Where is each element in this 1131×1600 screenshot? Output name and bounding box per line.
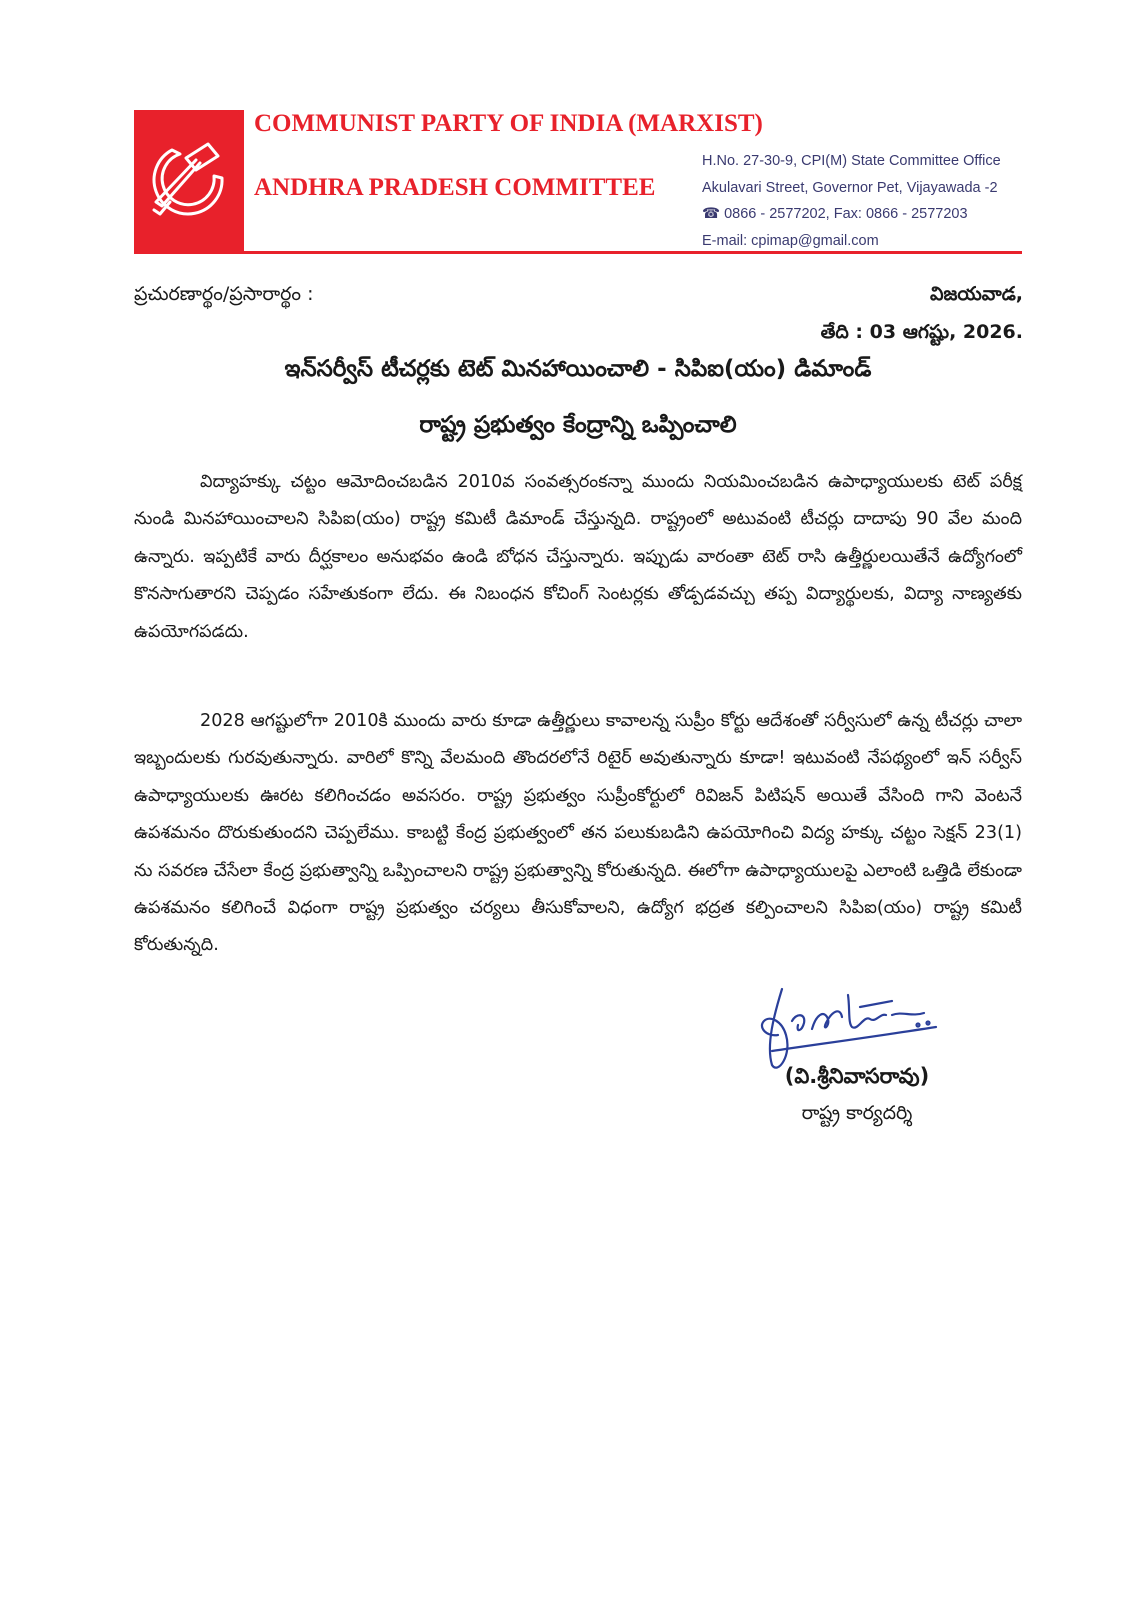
header-divider [134, 251, 1022, 254]
paragraph-text: విద్యాహక్కు చట్టం ఆమోదించబడిన 2010వ సంవత్సరంకన్నా ముందు నియమించబడిన ఉపాధ్యాయులకు టెట్ పరీక్ష నుండి మినహాయించాలని సిపిఐ(యం) రాష్ట్ర కమిటీ డిమాండ్ చేస్తున్నది. రాష్ట్రంలో అటువంటి టీచర్లు దాదాపు 90 వేల మంది ఉన్నారు. ఇప్పటికే వారు దీర్ఘకాలం అనుభవం ఉండి బోధన చేస్తున్నారు. ఇప్పుడు వారంతా టెట్ రాసి ఉత్తీర్ణులయితేనే ఉద్యోగంలో కొనసాగుతారని చెప్పడం సహేతుకంగా లేదు. ఈ నిబంధన కోచింగ్ సెంటర్లకు తోడ్పడవచ్చు తప్ప విద్యార్థులకు, విద్యా నాణ్యతకు ఉపయోగపడదు. [134, 472, 1022, 642]
letterhead [134, 110, 1024, 254]
press-release-date: తేది : 03 ఆగష్టు, 2026. [820, 321, 1023, 343]
paragraph-text: 2028 ఆగష్టులోగా 2010కి ముందు వారు కూడా ఉత్తీర్ణులు కావాలన్న సుప్రీం కోర్టు ఆదేశంతో సర్వీసులో ఉన్న టీచర్లు చాలా ఇబ్బందులకు గురవుతున్నారు. వారిలో కొన్ని వేలమంది తొందరలోనే రిటైర్ అవుతున్నారు కూడా! ఇటువంటి నేపథ్యంలో ఇన్ సర్వీస్ ఉపాధ్యాయులకు ఊరట కలిగించడం అవసరం. రాష్ట్ర ప్రభుత్వం సుప్రీంకోర్టులో రివిజన్ పిటిషన్ అయితే వేసింది గాని వెంటనే ఉపశమనం దొరుకుతుందని చెప్పలేము. కాబట్టి కేంద్ర ప్రభుత్వంలో తన పలుకుబడిని ఉపయోగించి విద్య హక్కు చట్టం సెక్షన్ 23(1) ను సవరణ చేసేలా కేంద్ర ప్రభుత్వాన్ని ఒప్పించాలని రాష్ట్ర ప్రభుత్వాన్ని కోరుతున్నది. ఈలోగా ఉపాధ్యాయులపై ఎలాంటి ఒత్తిడి లేకుండా ఉపశమనం కలిగించే విధంగా రాష్ట్ర ప్రభుత్వం చర్యలు తీసుకోవాలని, ఉద్యోగ భద్రత కల్పించాలని సిపిఐ(యం) రాష్ట్ర కమిటీ కోరుతున్నది. [134, 711, 1022, 956]
phone-fax-line: ☎ 0866 - 2577202, Fax: 0866 - 2577203 [702, 206, 968, 222]
body-paragraph-1 [134, 464, 1022, 651]
address-line: Akulavari Street, Governor Pet, Vijayawada -2 [702, 179, 998, 196]
main-headline: ఇన్‌సర్వీస్ టీచర్లకు టెట్ మినహాయించాలి - సిపిఐ(యం) డిమాండ్ [284, 356, 872, 382]
address-line: H.No. 27-30-9, CPI(M) State Committee Office [702, 153, 1001, 169]
party-name: COMMUNIST PARTY OF INDIA (MARXIST) [254, 110, 763, 137]
publication-label: ప్రచురణార్థం/ప్రసారార్థం : [134, 283, 314, 305]
signatory-title: రాష్ట్ర కార్యదర్శి [801, 1102, 913, 1124]
signatory-name: (వి.శ్రీనివాసరావు) [784, 1064, 930, 1088]
committee-name: ANDHRA PRADESH COMMITTEE [254, 174, 656, 201]
body-paragraph-2 [134, 703, 1022, 965]
party-logo [134, 110, 244, 251]
place-name: విజయవాడ, [929, 283, 1023, 305]
hammer-sickle-icon [134, 110, 244, 251]
sub-headline: రాష్ట్ర ప్రభుత్వం కేంద్రాన్ని ఒప్పించాలి [419, 412, 737, 438]
email-line: E-mail: cpimap@gmail.com [702, 232, 879, 249]
office-address [702, 148, 1022, 254]
